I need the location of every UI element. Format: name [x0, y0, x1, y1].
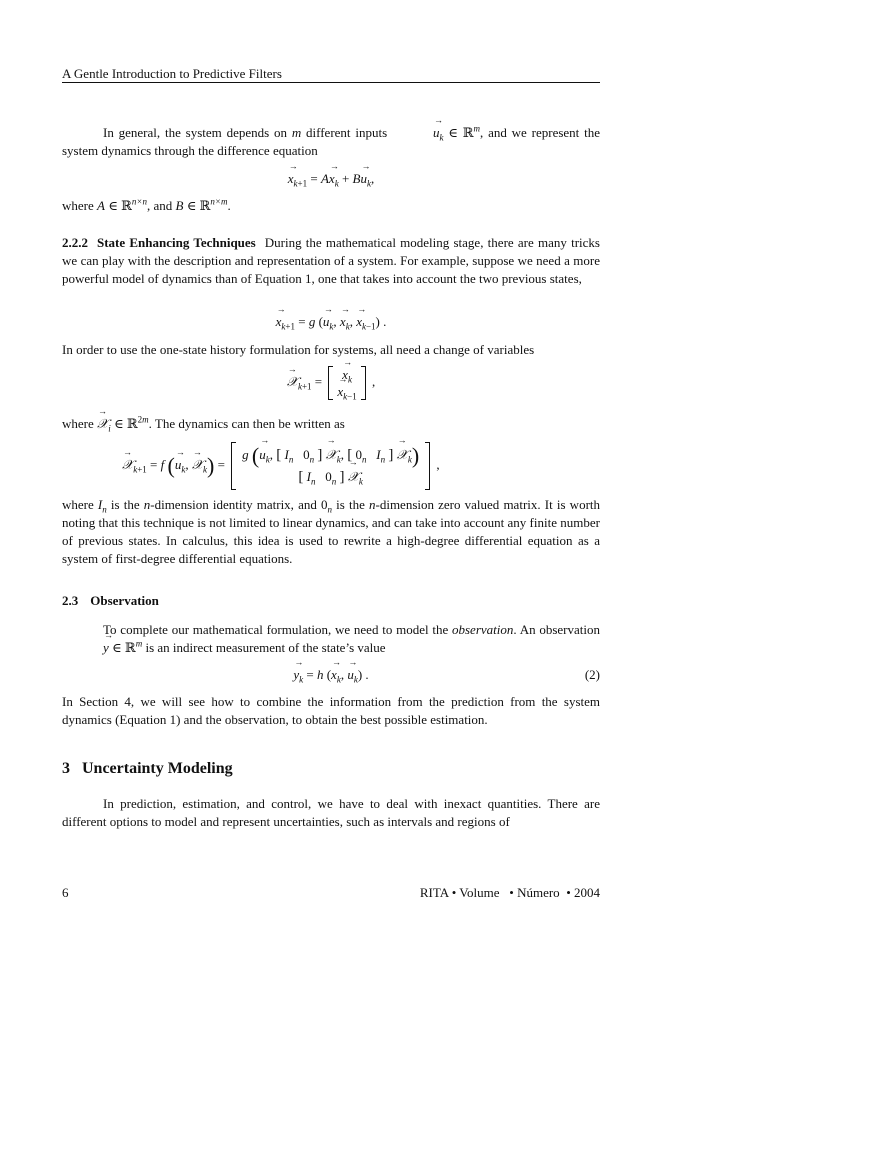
equation-number: (2) — [584, 667, 600, 682]
matrix-augmented-dynamics: g (→ $u_k$, [ $I_n$ $0_n$ ] → 𝒳$_k$, [ $0_n$ $I_n$ ] → 𝒳$_k$) [ $I_n$ $0_n$ ] → 𝒳$_k$ — [231, 442, 430, 490]
paragraph-dynamics-written: where → 𝒳$_i$ ∈ ℝ$^{2m}$. The dynamics can then be written as — [62, 415, 600, 433]
equation-augmented-dynamics: → 𝒳$_{k+1}$ = f (→ $u_k$, → 𝒳$_k$) = g (→ $u_k$, [ $I_n$ $0_n$ ] → 𝒳$_k$, [ $0_n$ $I_n$ ] → 𝒳$_k$) [ $I_n$ $0_n$ ] → 𝒳$_k$ , — [122, 442, 542, 490]
equation-two-state-dynamics: → $x_{k+1} = g$ (→ $u_k$, → $x_k$, → $x_{k-1}$) . — [62, 313, 600, 331]
section-heading-2-3: 2.3 Observation — [62, 593, 159, 608]
running-header: A Gentle Introduction to Predictive Filters — [62, 66, 600, 83]
equation-observation: → $y_k = h$ (→ $x_k$, → $u_k$) . (2) — [62, 666, 600, 684]
paragraph-identity-matrix: where $I_n$ is the n-dimension identity matrix, and $0_n$ is the n-dimension zero valued matrix. It is worth noting that this technique is not limited to linear dynamics, and can take into account any finite number of previous states. In calculus, this idea is used to rewrite a high-degree differential equation as a system of first-degree differential equations. — [62, 497, 601, 566]
equation-linear-dynamics: → $x_{k+1} = A\to x_k + B\to u_k$, — [62, 170, 600, 188]
paragraph-state-enhancing: 2.2.2 State Enhancing Techniques During the mathematical modeling stage, there are many tricks we can play with the description and representation of a system. For example, suppose we need a more powerful model of dynamics than of Equation 1, one that takes into account the two previous states, — [62, 235, 600, 286]
paragraph-section-4-reference: In Section 4, we will see how to combine the information from the prediction from the system dynamics (Equation 1) and the observation, to obtain the best possible estimation. — [62, 694, 600, 727]
paragraph-change-of-variables: In order to use the one-state history formulation for systems, all need a change of variables — [62, 342, 535, 357]
paragraph-matrix-dims: where A ∈ ℝ$^{n\times n}$, and B ∈ ℝ$^{n\times m}$. — [62, 196, 231, 213]
matrix-state-stack: → $x_k$ → $x_{k-1}$ — [328, 366, 365, 400]
page-number: 6 — [62, 885, 69, 900]
section-heading-3: 3 Uncertainty Modeling — [62, 760, 233, 777]
journal-info: RITA • Volume • Número • 2004 — [419, 885, 600, 900]
section-heading-2-2-2: 2.2.2 State Enhancing Techniques — [62, 235, 256, 250]
paragraph-uncertainty: In prediction, estimation, and control, we have to deal with inexact quantities. There are different options to model and represent uncertainties, such as intervals and regions of — [62, 796, 600, 829]
paragraph-inputs: In general, the system depends on m different inputs → $u_k$ ∈ ℝ$^m$, and we represent the system dynamics through the difference equation — [62, 124, 600, 160]
paragraph-observation: To complete our mathematical formulation, we need to model the observation. An observation → y ∈ ℝ$^m$ is an indirect measurement of the state’s value — [62, 621, 600, 657]
equation-augmented-state: → 𝒳$_{k+1}$ = → $x_k$ → $x_{k-1}$ , — [62, 366, 600, 400]
